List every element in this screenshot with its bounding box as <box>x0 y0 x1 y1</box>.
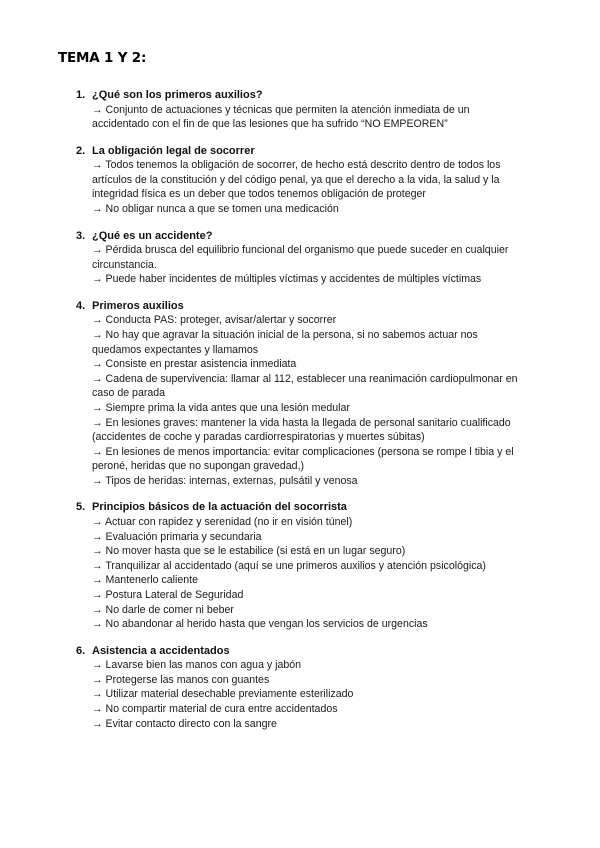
section-1 <box>58 88 542 132</box>
section-text-line: → Todos tenemos la obligación de socorrer, de hecho está descrito dentro de todos los <box>92 159 501 172</box>
section-list <box>58 88 542 731</box>
section-number: 5. <box>76 501 86 514</box>
section-3 <box>58 229 542 287</box>
section-number: 2. <box>76 144 86 157</box>
section-text-line: → No darle de comer ni beber <box>92 603 234 616</box>
section-text-line: → Protegerse las manos con guantes <box>92 673 270 686</box>
section-text-line: → En lesiones graves: mantener la vida hasta la llegada de personal sanitario cualificado <box>92 416 511 429</box>
section-6 <box>58 644 542 731</box>
section-text-line: quedamos expectantes y llamamos <box>92 343 259 356</box>
section-text-line: → Mantenerlo caliente <box>92 574 198 587</box>
section-text-line: → Cadena de supervivencia: llamar al 112, establecer una reanimación cardiopulmonar en <box>92 372 518 385</box>
section-text-line: → Evitar contacto directo con la sangre <box>92 717 277 730</box>
section-title: Asistencia a accidentados <box>92 644 230 657</box>
section-text-line: → No abandonar al herido hasta que vengan los servicios de urgencias <box>92 618 428 631</box>
section-text-line: peroné, heridas que no supongan gravedad,) <box>92 460 305 473</box>
section-text-line: → Actuar con rapidez y serenidad (no ir en visión túnel) <box>92 515 353 528</box>
section-4 <box>58 299 542 489</box>
section-text-line: → No obligar nunca a que se tomen una medicación <box>92 202 339 215</box>
section-text-line: → Utilizar material desechable previamente esterilizado <box>92 688 354 701</box>
document-title: TEMA 1 Y 2: <box>58 50 147 66</box>
section-number: 1. <box>76 89 86 101</box>
section-text-line: (accidentes de coche y paradas cardiorrespiratorias y muertes súbitas) <box>92 431 425 444</box>
section-title: ¿Qué son los primeros auxilios? <box>92 89 263 101</box>
section-text-line: → Consiste en prestar asistencia inmediata <box>92 358 297 371</box>
section-text-line: → Pérdida brusca del equilibrio funcional del organismo que puede suceder en cualquier <box>92 244 509 257</box>
section-text-line: circunstancia. <box>92 258 157 271</box>
section-text-line: → Puede haber incidentes de múltiples víctimas y accidentes de múltiples víctimas <box>92 273 482 286</box>
section-2 <box>58 144 542 217</box>
section-text-line: → Evaluación primaria y secundaria <box>92 530 262 543</box>
section-text-line: integridad física es un deber que todos tenemos obligación de proteger <box>92 188 426 201</box>
section-text-line: → Siempre prima la vida antes que una lesión medular <box>92 401 350 414</box>
section-title: Primeros auxilios <box>92 299 184 312</box>
section-number: 6. <box>76 644 86 657</box>
section-text-line: caso de parada <box>92 387 166 400</box>
section-text-line: → Lavarse bien las manos con agua y jabón <box>92 659 302 672</box>
section-text-line: → Tipos de heridas: internas, externas, pulsátil y venosa <box>92 474 358 487</box>
section-title: ¿Qué es un accidente? <box>92 229 213 242</box>
section-text-line: artículos de la constitución y del código penal, ya que el derecho a la vida, la salud y la <box>92 173 500 186</box>
section-text-line: → Conducta PAS: proteger, avisar/alertar y socorrer <box>92 314 337 327</box>
section-text-line: → Conjunto de actuaciones y técnicas que permiten la atención inmediata de un <box>92 103 470 116</box>
section-text-line: → No mover hasta que se le estabilice (si está en un lugar seguro) <box>92 545 406 558</box>
section-number: 3. <box>76 229 86 242</box>
section-title: La obligación legal de socorrer <box>92 144 255 157</box>
section-text-line: → Postura Lateral de Seguridad <box>92 588 244 601</box>
section-5 <box>58 500 542 631</box>
section-text-line: → Tranquilizar al accidentado (aquí se une primeros auxilios y atención psicológica) <box>92 559 486 572</box>
section-text-line: → No hay que agravar la situación inicial de la persona, si no sabemos actuar nos <box>92 328 478 341</box>
section-number: 4. <box>76 299 86 312</box>
section-text-line: accidentado con el fin de que las lesiones que ha sufrido “NO EMPEOREN” <box>92 118 448 131</box>
section-text-line: → No compartir material de cura entre accidentados <box>92 703 338 715</box>
section-title: Principios básicos de la actuación del socorrista <box>92 501 347 514</box>
section-text-line: → En lesiones de menos importancia: evitar complicaciones (persona se rompe l tibia y el <box>92 445 514 458</box>
